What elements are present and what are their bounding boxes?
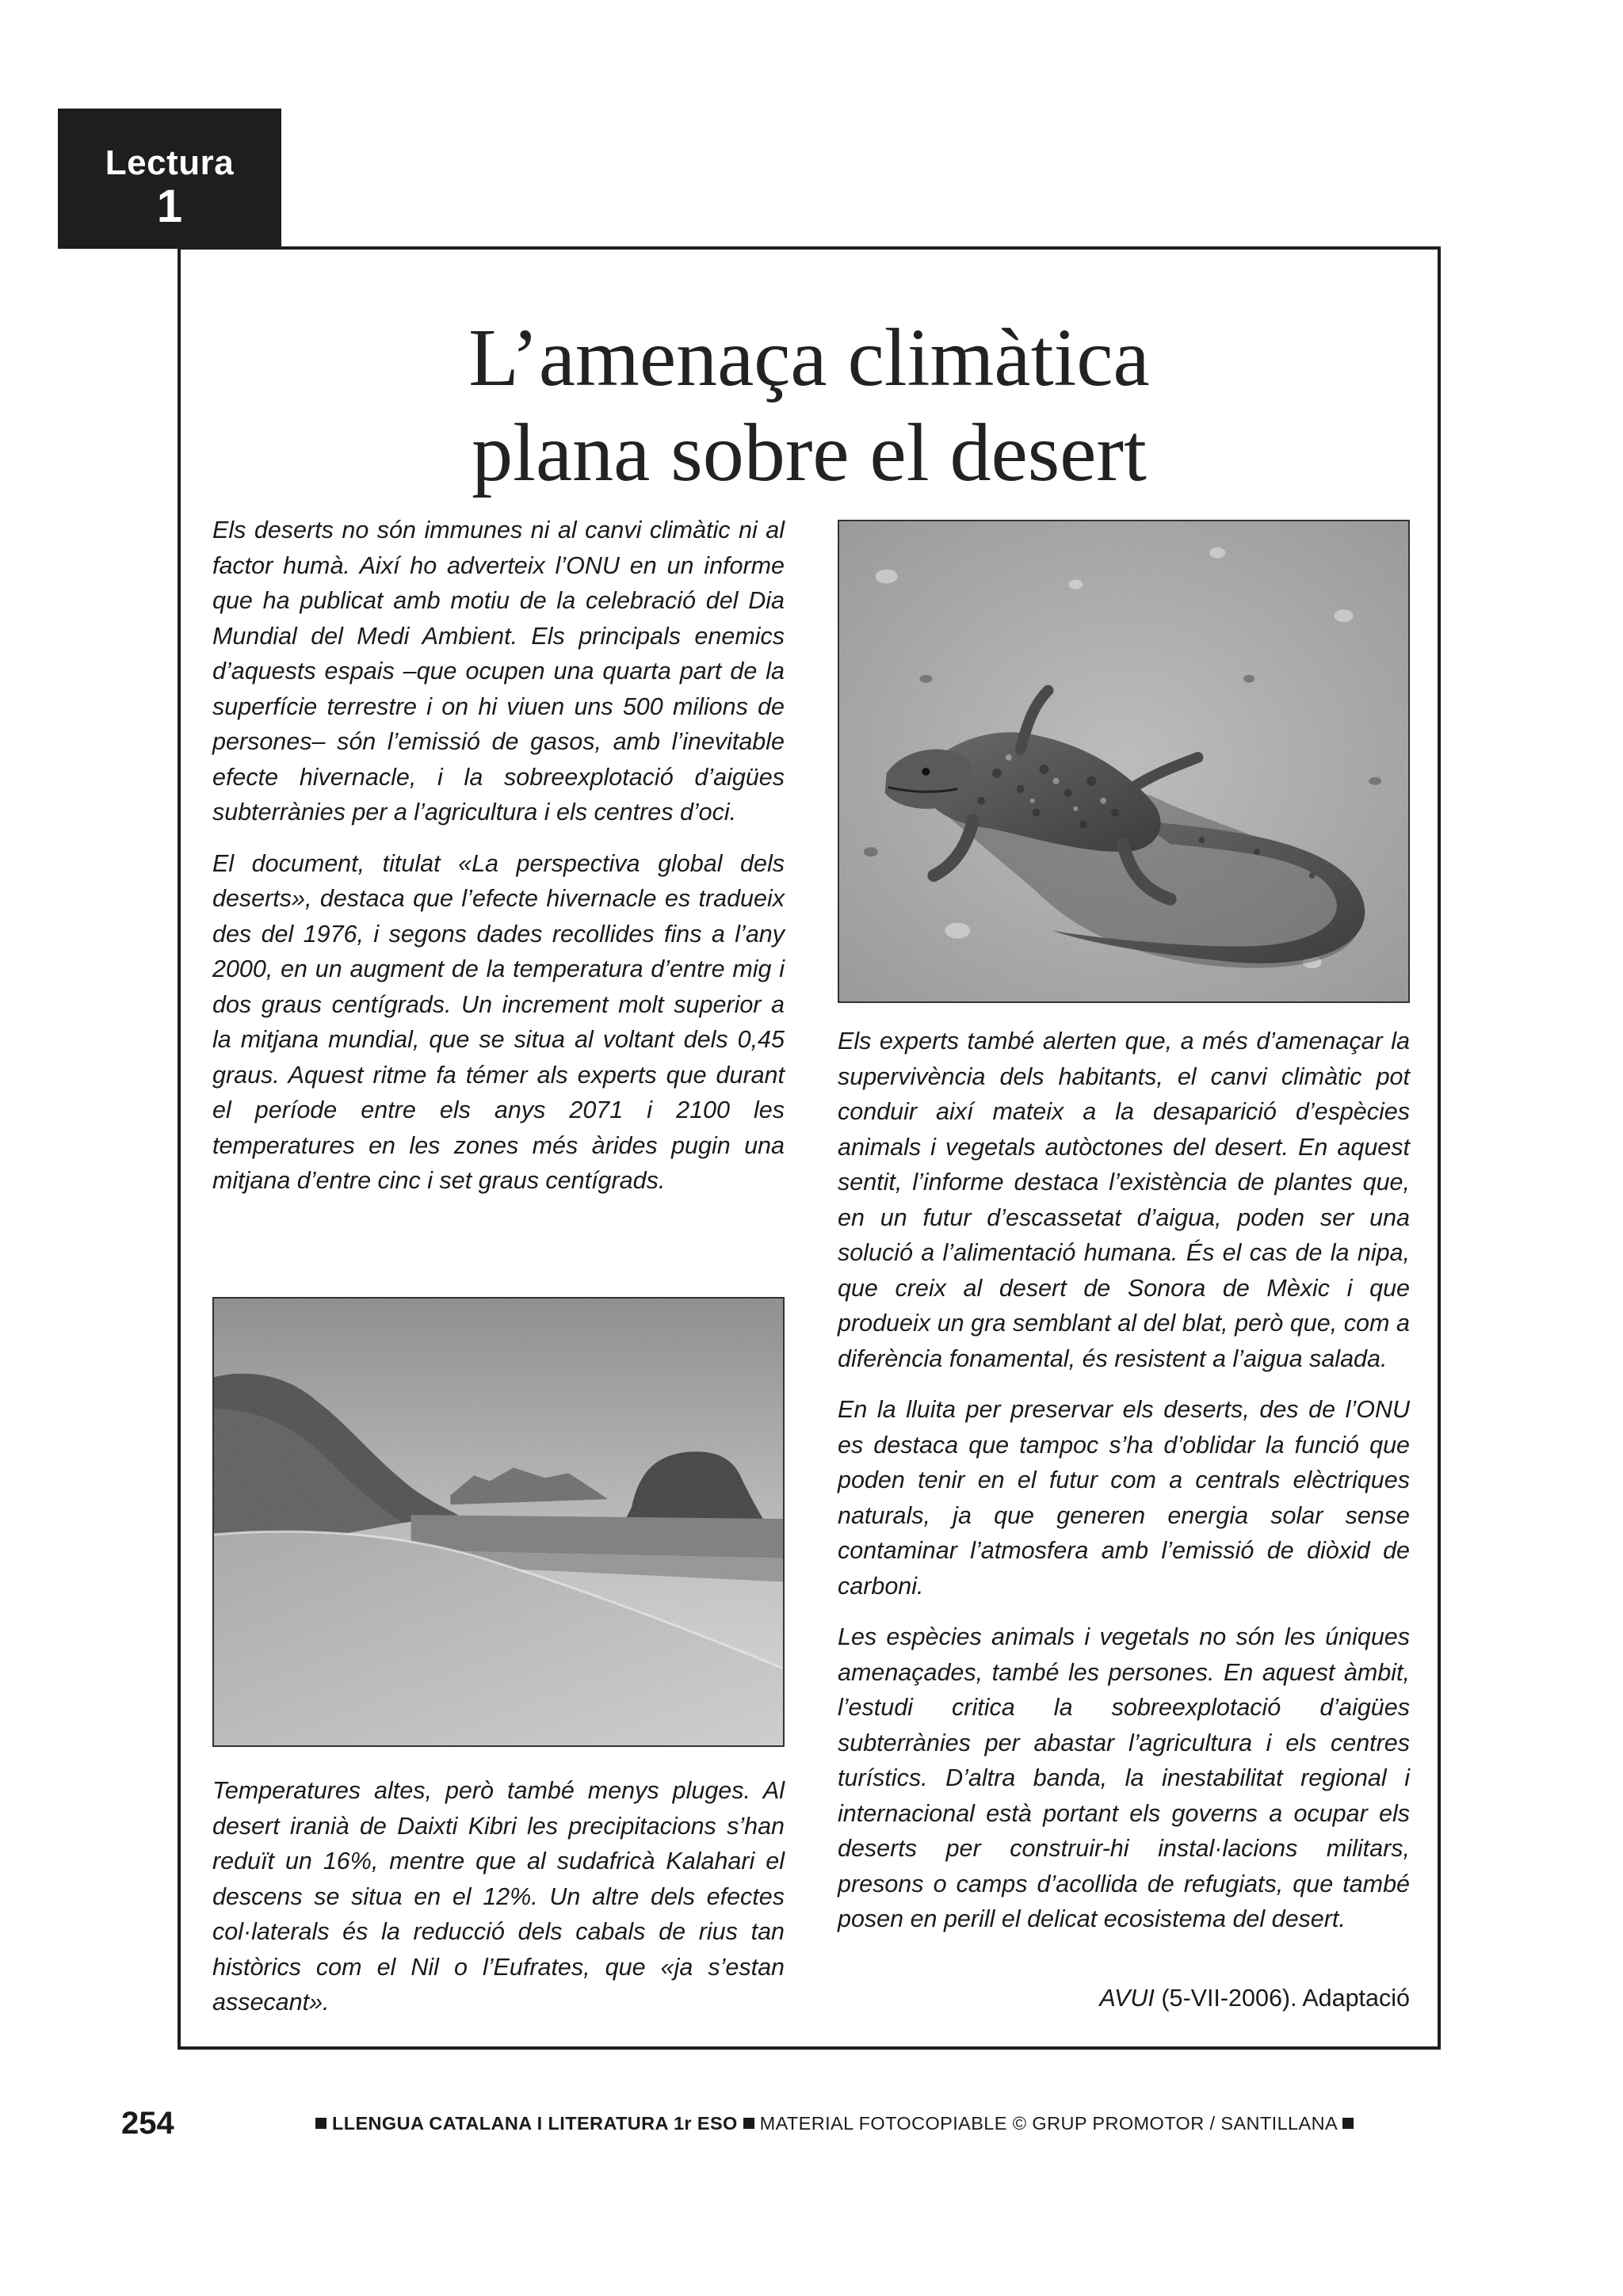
paragraph: En la lluita per preservar els deserts, des de l’ONU es destaca que tampoc s’ha d’oblidar la funció que poden tenir en el futur com a centrals elèctriques naturals, ja que generen energia solar sense contaminar l’atmosfera amb l’emissió de diòxid de carboni. (838, 1396, 1410, 1600)
lizard-illustration (839, 521, 1408, 1001)
title-line-1: L’amenaça climàtica (468, 312, 1150, 403)
source-details: (5-VII-2006). Adaptació (1154, 1985, 1410, 2012)
footer-rights: MATERIAL FOTOCOPIABLE © GRUP PROMOTOR / SANTILLANA (759, 2113, 1337, 2134)
source-citation (838, 1981, 1410, 2016)
title-line-2: plana sobre el desert (472, 407, 1147, 498)
reading-tab (58, 109, 281, 249)
left-column (212, 513, 785, 1215)
paragraph: Les espècies animals i vegetals no són les úniques amenaçades, també les persones. En aquest àmbit, l’estudi critica la sobreexplotació d’aigües subterrànies per abastar l’agricultura i els centres turístics. D’altra banda, la inestabilitat regional i internacional està portant els governs a ocupar els deserts per construir-hi instal·lacions militars, presons o camps d’acollida de refugiats, que també posen en perill el delicat ecosistema del desert. (838, 1623, 1410, 1932)
tab-number: 1 (156, 181, 183, 232)
page-number: 254 (121, 2106, 174, 2141)
left-column-bottom (212, 1773, 785, 2036)
right-column (838, 1024, 1410, 1953)
tab-label: Lectura (105, 143, 235, 182)
paragraph: Els deserts no són immunes ni al canvi climàtic ni al factor humà. Així ho adverteix l’ONU en un informe que ha publicat amb motiu de la celebració del Dia Mundial del Medi Ambient. Els principals enemics d’aquests espais –que ocupen una quarta part de la superfície terrestre i on hi viuen uns 500 milions de persones– són l’emissió de gasos, amb l’inevitable efecte hivernacle, i la sobreexplotació d’aigües subterrànies per a l’agricultura i els centres d’oci. (212, 517, 785, 826)
desert-landscape-illustration (214, 1299, 783, 1745)
square-bullet-icon (743, 2118, 754, 2129)
paragraph: El document, titulat «La perspectiva global dels deserts», destaca que l’efecte hivernacle es tradueix des del 1976, i segons dades recollides fins a l’any 2000, en un augment de la temperatura d’entre mig i dos graus centígrads. Un increment molt superior a la mitjana mundial, que se situa al voltant dels 0,45 graus. Aquest ritme fa témer als experts que durant el període entre els anys 2071 i 2100 les temperatures en les zones més àrides pugin una mitjana d’entre cinc i set graus centígrads. (212, 849, 785, 1194)
paragraph: Els experts també alerten que, a més d’amenaçar la supervivència dels habitants, el canvi climàtic pot conduir així mateix a la desaparició d’espècies animals i vegetals autòctones del desert. En aquest sentit, l’informe destaca l’existència de plantes que, en un futur d’escassetat d’aigua, poden ser una solució a l’alimentació humana. És el cas de la nipa, que creix al desert de Sonora de Mèxic i que produeix un gra semblant al del blat, però que, com a diferència fonamental, és resistent a l’aigua salada. (838, 1028, 1410, 1372)
article-title (178, 311, 1441, 501)
paragraph: Temperatures altes, però també menys pluges. Al desert iranià de Daixti Kibri les precipitacions s’han reduït un 16%, mentre que al sudafricà Kalahari el descens se situa en el 12%. Un altre dels efectes col·laterals és la reducció dels cabals de rius tan històrics com el Nil o l’Eufrates, que «ja s’estan assecant». (212, 1777, 785, 2016)
desert-photo (212, 1297, 785, 1747)
lizard-photo (838, 520, 1410, 1003)
square-bullet-icon (1342, 2118, 1354, 2129)
source-publication: AVUI (1099, 1985, 1155, 2012)
footer-line (315, 2110, 1354, 2137)
square-bullet-icon (315, 2118, 327, 2129)
footer-series: LLENGUA CATALANA I LITERATURA 1r ESO (331, 2113, 738, 2134)
